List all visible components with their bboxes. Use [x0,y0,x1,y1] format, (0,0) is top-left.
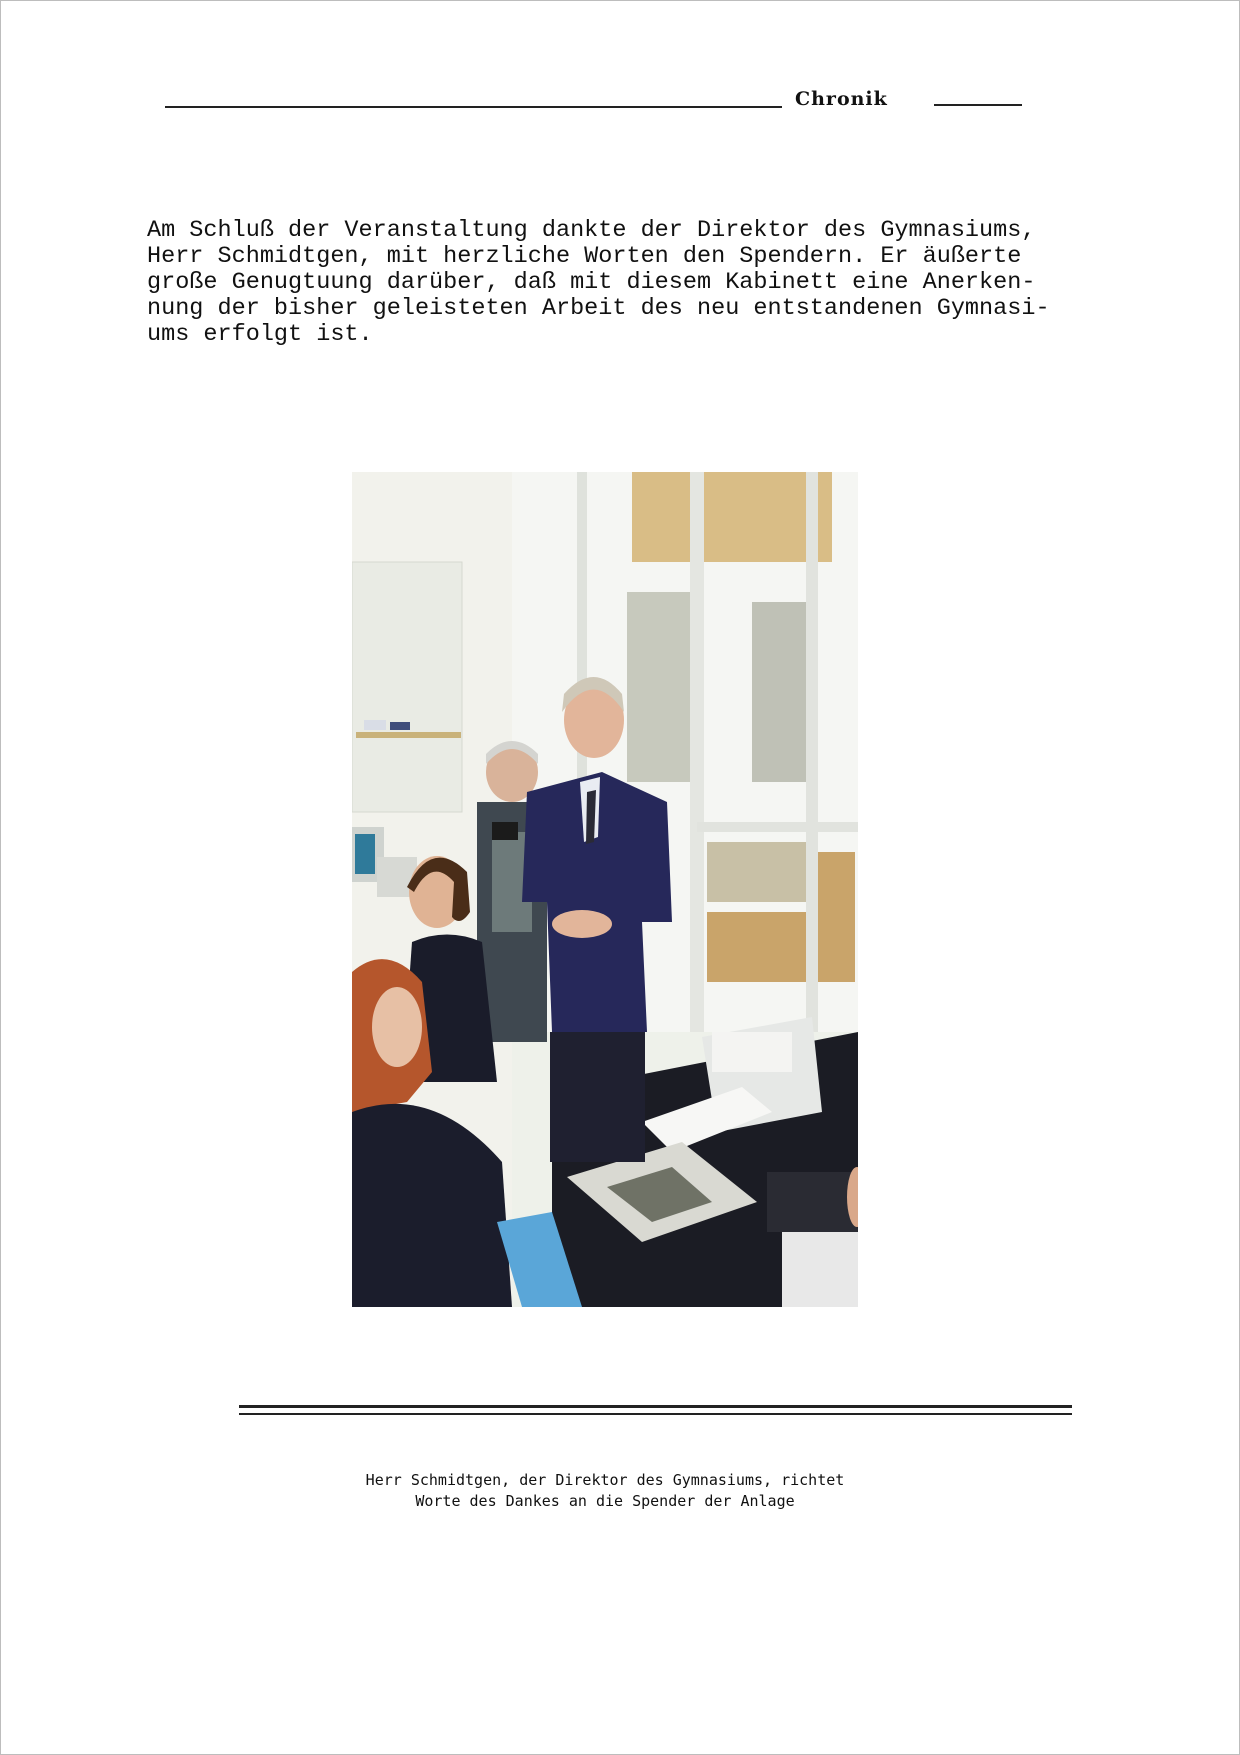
photo-caption [300,1470,910,1512]
caption-rule-top [239,1405,1072,1408]
header-rule-right [934,104,1022,106]
body-paragraph: Am Schluß der Veranstaltung dankte der Direktor des Gymnasiums, Herr Schmidtgen, mit herzliche Worten den Spendern. Er äußerte große Genugtuung darüber, daß mit diesem Kabinett eine Anerken- nung der bisher geleisteten Arbeit des neu entstandenen Gymnasi- ums erfolgt ist. [147,217,1050,348]
caption-rule-bottom [239,1413,1072,1415]
header-rule-left [165,106,782,108]
caption-line-1: Herr Schmidtgen, der Direktor des Gymnasiums, richtet [365,1471,845,1489]
header-title: Chronik [795,88,888,110]
event-photo [352,472,858,1307]
caption-line-2: Worte des Dankes an die Spender der Anlage [415,1492,795,1510]
